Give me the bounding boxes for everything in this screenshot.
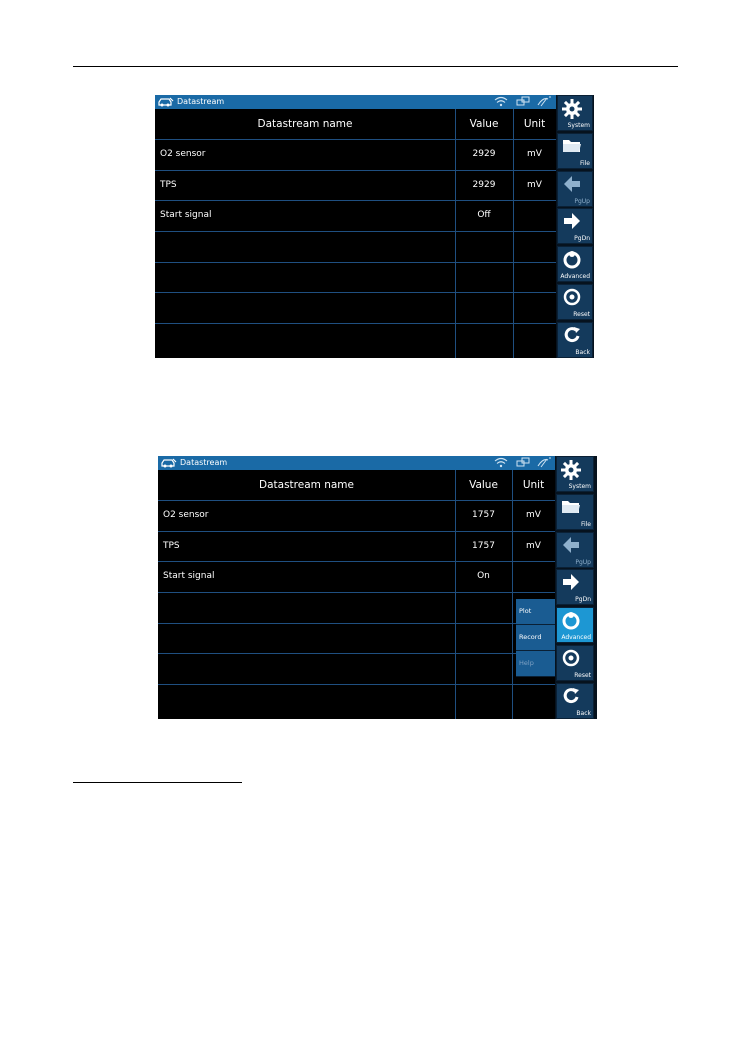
- column-header-value: Value: [469, 479, 498, 491]
- row-3-value: Off: [477, 210, 491, 220]
- arrow-left-icon: [560, 535, 582, 555]
- row-2-name[interactable]: TPS: [160, 180, 177, 190]
- back-button-label: Back: [576, 710, 591, 717]
- datastream-screen-1: [155, 95, 594, 358]
- file-button[interactable]: [556, 494, 594, 530]
- row-1-unit: mV: [527, 149, 542, 159]
- row-1-name[interactable]: O2 sensor: [160, 149, 206, 159]
- row-1-value: 2929: [472, 149, 496, 159]
- file-button-label: File: [580, 521, 591, 528]
- system-button[interactable]: [556, 456, 594, 492]
- wifi-icon: [494, 457, 508, 468]
- reset-button-label: Reset: [574, 672, 591, 679]
- section-underline: [73, 782, 242, 783]
- row-1-name[interactable]: O2 sensor: [163, 510, 209, 520]
- arrow-right-icon: [560, 572, 582, 592]
- file-button-label: File: [579, 160, 590, 167]
- menu-item-plot[interactable]: Plot: [516, 599, 556, 624]
- car-icon: [158, 97, 174, 107]
- column-header-value: Value: [469, 118, 499, 130]
- advanced-button-label: Advanced: [560, 273, 590, 280]
- title-bar: [158, 456, 559, 470]
- row-3-unit: [513, 200, 556, 230]
- row-3-name[interactable]: Start signal: [163, 571, 215, 581]
- pgup-button-label: PgUp: [575, 559, 591, 566]
- datastream-table: [155, 109, 556, 358]
- file-button[interactable]: [557, 133, 593, 169]
- pgdn-button-label: PgDn: [574, 235, 590, 242]
- row-2-name[interactable]: TPS: [163, 541, 180, 551]
- wifi-icon: [494, 96, 508, 107]
- system-button-label: System: [568, 483, 591, 490]
- column-header-name: Datastream name: [259, 479, 354, 491]
- row-3-unit: [512, 561, 555, 591]
- datastream-table: [158, 470, 559, 719]
- reset-button-label: Reset: [573, 311, 590, 318]
- back-icon: [560, 686, 582, 706]
- function-sidebar: [555, 456, 597, 719]
- title-bar: [155, 95, 556, 109]
- network-icon: [516, 457, 530, 468]
- row-3-name[interactable]: Start signal: [160, 210, 212, 220]
- reset-icon: [560, 648, 582, 668]
- function-sidebar: [556, 95, 594, 358]
- datastream-screen-2: [158, 456, 597, 719]
- system-button-label: System: [567, 122, 590, 129]
- row-2-value: 1757: [472, 541, 495, 551]
- back-icon: [561, 325, 583, 345]
- gear-icon: [561, 98, 583, 120]
- reset-button[interactable]: [556, 645, 594, 681]
- arrow-left-icon: [561, 174, 583, 194]
- window-title: Datastream: [180, 458, 228, 467]
- row-2-value: 2929: [472, 180, 496, 190]
- folder-icon: [561, 136, 583, 156]
- column-header-name: Datastream name: [257, 118, 353, 130]
- pgup-button[interactable]: [556, 532, 594, 568]
- advanced-button[interactable]: [556, 607, 594, 643]
- system-button[interactable]: [557, 95, 593, 131]
- network-icon: [516, 96, 530, 107]
- menu-item-record[interactable]: Record: [516, 625, 556, 650]
- pgup-button-label: PgUp: [574, 198, 590, 205]
- advanced-button[interactable]: [557, 246, 593, 282]
- advanced-icon: [560, 610, 582, 630]
- advanced-menu: [516, 599, 556, 677]
- gear-icon: [560, 459, 582, 481]
- back-button-label: Back: [575, 349, 590, 356]
- reset-button[interactable]: [557, 284, 593, 320]
- column-header-unit: Unit: [522, 479, 545, 491]
- row-1-unit: mV: [526, 510, 541, 520]
- column-header-unit: Unit: [523, 118, 546, 130]
- pgdn-button[interactable]: [556, 569, 594, 605]
- pgdn-button[interactable]: [557, 208, 593, 244]
- row-2-unit: mV: [527, 180, 542, 190]
- window-title: Datastream: [177, 97, 225, 106]
- row-1-value: 1757: [472, 510, 495, 520]
- reset-icon: [561, 287, 583, 307]
- back-button[interactable]: [557, 322, 593, 358]
- folder-icon: [560, 497, 582, 517]
- back-button[interactable]: [556, 683, 594, 719]
- row-3-value: On: [477, 571, 490, 581]
- pgup-button[interactable]: [557, 171, 593, 207]
- arrow-right-icon: [561, 211, 583, 231]
- vci-connection-icon: [536, 96, 552, 107]
- row-2-unit: mV: [526, 541, 541, 551]
- menu-item-help[interactable]: Help: [516, 651, 556, 676]
- advanced-button-label: Advanced: [561, 634, 591, 641]
- page-header-rule: [73, 66, 678, 67]
- advanced-icon: [561, 249, 583, 269]
- pgdn-button-label: PgDn: [575, 596, 591, 603]
- vci-connection-icon: [536, 457, 552, 468]
- car-icon: [161, 458, 177, 468]
